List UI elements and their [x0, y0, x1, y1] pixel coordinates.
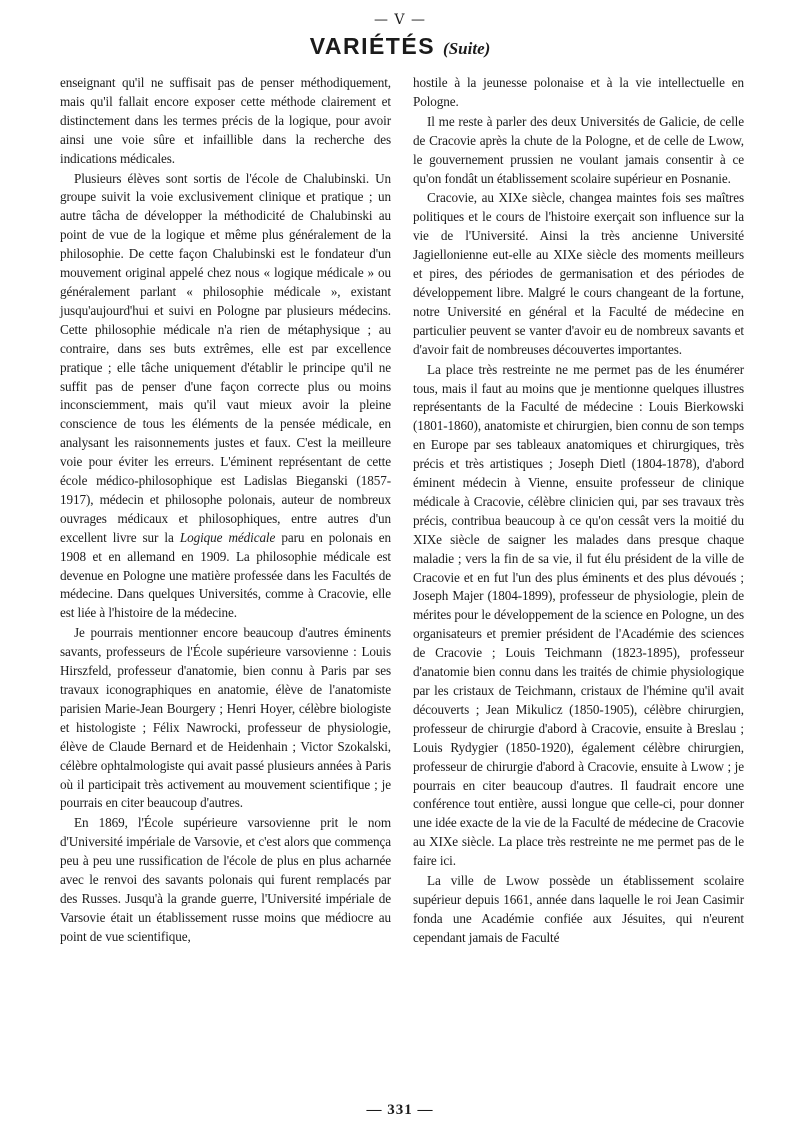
page-header — [0, 12, 800, 63]
paragraph: enseignant qu'il ne suffisait pas de penser méthodiquement, mais qu'il fallait encore exposer cette méthode clairement et distinctement dans les termes précis de la logique, pour avoir ainsi une voie sûre et infaillible dans la recherche des indications médicales. — [60, 75, 391, 166]
paragraph: La ville de Lwow possède un établissement scolaire supérieur depuis 1661, année dans laquelle le roi Jean Casimir fonda une Académie confiée aux Jésuites, qui n'eurent cependant jamais de Faculté — [413, 873, 744, 945]
paragraph: Cracovie, au XIXe siècle, changea maintes fois ses maîtres politiques et le cours de l'histoire exerçait son influence sur la vie de l'Université. Ainsi la très ancienne Université Jagiellonienne eut-elle au XIXe siècle des moments meilleurs et pires, des périodes de germanisation et des périodes de développement libre. Malgré le cours changeant de la fortune, notre Université en général et la Faculté de médecine en particulier peuvent se vanter d'avoir eu de nombreux savants et d'avoir fait de nombreuses découvertes importantes. — [413, 190, 744, 357]
paragraph: Il me reste à parler des deux Universités de Galicie, de celle de Cracovie après la chute de la Pologne, et de celle de Lwow, le gouvernement prussien ne voulant jamais consentir à ce qu'on fondât un établissement scolaire supérieur en Posnanie. — [413, 113, 744, 186]
section-title-main: VARIÉTÉS — [309, 33, 436, 59]
section-title-suffix: (Suite) — [443, 39, 491, 58]
page-number: — 331 — — [366, 1102, 434, 1118]
article-body — [60, 74, 744, 1094]
paragraph — [60, 170, 391, 624]
paragraph-text: paru en polonais en 1908 et en allemand en 1909. La philosophie médicale est devenue en Pologne une matière professée dans les Facultés de médecine. Dans quelques Universités, comme à Cracovie, elle est liée à l'histoire de la médecine. — [60, 529, 392, 621]
book-title: Logique médicale — [179, 529, 276, 545]
section-title — [0, 32, 800, 63]
paragraph: hostile à la jeunesse polonaise et à la vie intellectuelle en Pologne. — [413, 75, 744, 109]
paragraph-text: Plusieurs élèves sont sortis de l'école de Chalubinski. Un groupe suivit la voie exclusivement clinique et pratique ; un autre tâcha de développer la méthodicité de Chalubinski au point de vue de la logique et même plus généralement de la philosophie. De cette façon Chalubinski est le fondateur d'un mouvement original appelé chez nous « logique médicale » ou généralement parlant « philosophie médicale », existant jusqu'aujourd'hui et suivi en Pologne par plusieurs médecins. Cette philosophie médicale n'a rien de métaphysique ; au contraire, dans ses buts extrêmes, elle est par excellence pratique ; elle tâche uniquement d'établir le principe qu'il ne suffit pas de penser d'une façon correcte plus ou moins inconsciemment, mais qu'il vaut mieux avoir la pleine conscience de tous les éléments de la pensée médicale, en analysant les raisonnements justes et faux. C'est la meilleure voie pour éviter les erreurs. L'éminent représentant de cette école médico-philosophique est Ladislas Bieganski (1857-1917), médecin et philosophe polonais, auteur de nombreux ouvrages médicaux et philosophiques, entre autres d'un excellent livre sur la — [60, 170, 391, 545]
left-column — [60, 74, 391, 1094]
paragraph: En 1869, l'École supérieure varsovienne prit le nom d'Université impériale de Varsovie, et c'est alors que commença peu à peu une russification de l'école de plus en plus acharnée avec le renvoi des savants polonais qui furent remplacés par des Russes. Jusqu'à la grande guerre, l'Université impériale de Varsovie était un établissement russe moins que médiocre au point de vue scientifique, — [60, 815, 391, 944]
right-column — [413, 74, 744, 1094]
page-roman-numeral: — V — — [373, 12, 426, 28]
paragraph: La place très restreinte ne me permet pas de les énumérer tous, mais il faut au moins que je mentionne quelques illustres représentants de la Faculté de médecine : Louis Bierkowski (1801-1860), anatomiste et chirurgien, bien connu de son temps en Europe par ses tableaux anatomiques et chirurgiques, très précis et très artistiques ; Joseph Dietl (1804-1878), d'abord éminent médecin à Vienne, ensuite professeur de clinique médicale à Cracovie, célèbre clinicien qui, par ses travaux très précis, contribua beaucoup à ce qu'on cessât vers la moitié du XIXe siècle de saigner les malades dans presque chaque maladie ; vers la fin de sa vie, il fut élu président de la ville de Cracovie et en fut l'un des plus éminents et des plus dévoués ; Joseph Majer (1804-1899), professeur de physiologie, plein de mérites pour le développement de la science en Pologne, un des organisateurs et premier président de l'Académie des sciences de Cracovie ; Louis Teichmann (1823-1895), professeur d'anatomie bien connu dans les traités de chimie physiologique par les cristaux de Teichmann, cristaux de l'hémine qu'il avait découverts ; Jean Mikulicz (1850-1905), célèbre chirurgien, professeur de chirurgie d'abord à Cracovie, ensuite à Breslau ; Louis Rydygier (1850-1920), également célèbre chirurgien, professeur de chirurgie d'abord à Cracovie, ensuite à Lwow ; je pourrais en citer beaucoup d'autres. Il faudrait encore une conférence tout entière, aussi longue que celle-ci, pour donner une idée exacte de la vie de la Faculté de médecine de Cracovie au XIXe siècle. La place très restreinte ne me permet pas de le faire ici. — [413, 361, 744, 869]
paragraph: Je pourrais mentionner encore beaucoup d'autres éminents savants, professeurs de l'École supérieure varsovienne : Louis Hirszfeld, professeur d'anatomie, bien connu à Paris par ses travaux iconographiques en anatomie, élève de l'anatomiste parisien Marie-Jean Bourgery ; Henri Hoyer, célèbre biologiste et histologiste ; Félix Nawrocki, professeur de physiologie, élève de Claude Bernard et de Heidenhain ; Victor Szokalski, célèbre ophtalmologiste qui avait passé plusieurs années à Paris où il participait très activement au mouvement scientifique ; je pourrais en citer beaucoup d'autres. — [60, 625, 391, 811]
